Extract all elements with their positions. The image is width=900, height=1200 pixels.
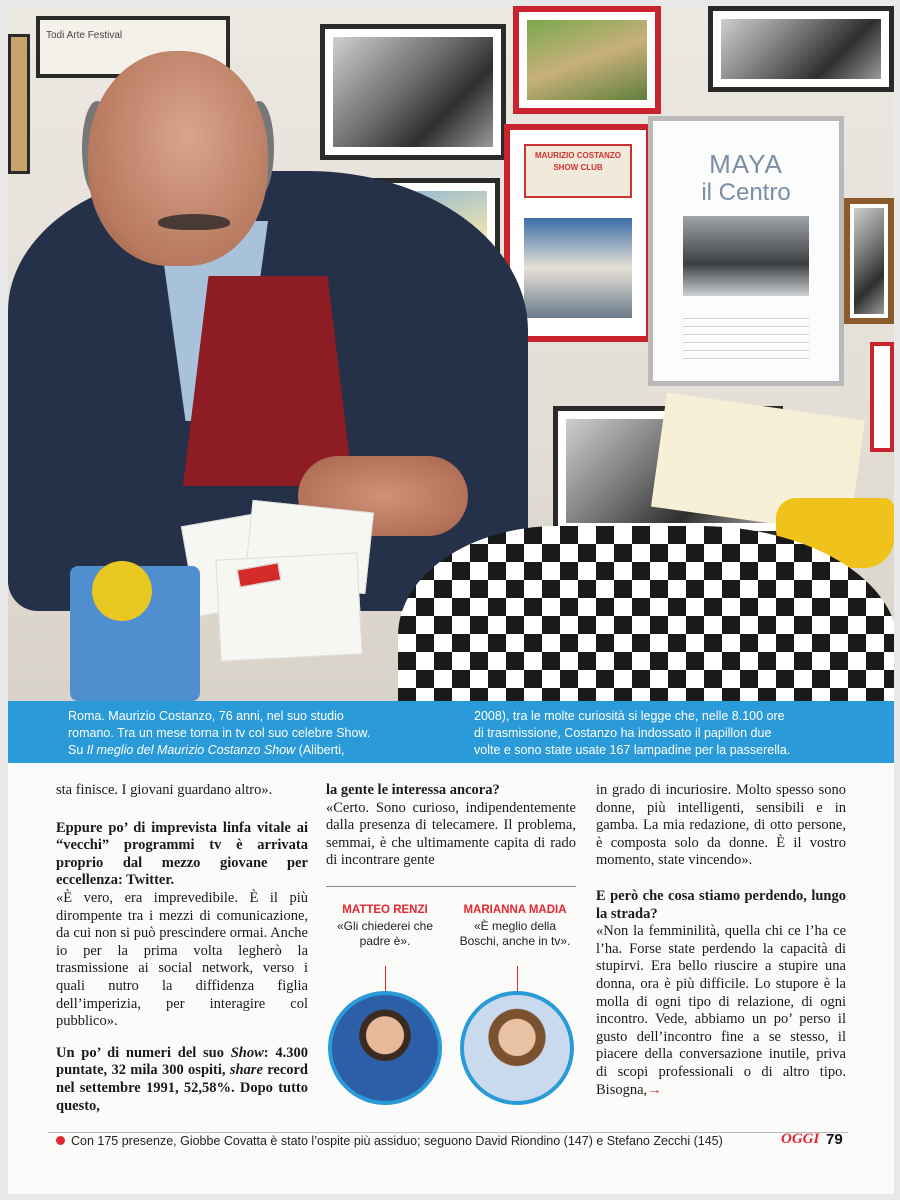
children-photo-frame (513, 6, 661, 114)
show-club-frame (504, 124, 652, 342)
magazine-page (8, 6, 894, 1194)
plaque-text: Todi Arte Festival (46, 30, 123, 41)
interview-question: la gente le interessa ancora? (326, 782, 500, 798)
paragraph: sta finisce. I giovani guardano altro». (56, 782, 273, 798)
bullet-icon (56, 1136, 65, 1145)
wall-frame (870, 342, 894, 452)
mountain-photo (683, 216, 809, 296)
footer-rule (48, 1132, 848, 1133)
quote-madia (456, 904, 574, 949)
yellow-toy (92, 561, 152, 621)
maya-poster-frame (648, 116, 844, 386)
quote-pointer (517, 966, 518, 991)
man-mustache (158, 214, 230, 230)
quote-name: MATTEO RENZI (342, 904, 428, 916)
maya-title: MAYA (709, 149, 783, 179)
paragraph: in grado di incuriosire. Molto spesso sono donne, più intelligenti, sensibili e in gamba. La mia redazione, di otto persone, è composta solo da donne. È il vostro momento, state vincendo». (596, 782, 846, 869)
wall-frame (8, 34, 30, 174)
portrait-madia (460, 991, 574, 1105)
caption-left: Roma. Maurizio Costanzo, 76 anni, nel suo studio romano. Tra un mese torna in tv col suo celebre Show. Su Il meglio del Maurizio Costanzo Show (Aliberti, (68, 709, 371, 757)
paragraph: «È vero, era imprevedibile. È il più dirompente tra i mezzi di comunicazione, da cui non si può prescindere ormai. Anche io per la prima volta legherò la trasmissione ai social network, verso i quali nutro la diffidenza figlia dell’imperizia, per interagire col pubblico». (56, 889, 308, 1030)
quote-name: MARIANNA MADIA (463, 904, 567, 916)
main-photo (8, 6, 894, 701)
footer-note: Con 175 presenze, Giobbe Covatta è stato l’ospite più assiduo; seguono David Riondino (147) e Stefano Zecchi (145) (56, 1134, 723, 1148)
wall-frame (708, 6, 894, 92)
article-column-1 (56, 782, 308, 1115)
show-club-sign: MAURIZIO COSTANZO SHOW CLUB (524, 144, 632, 198)
man-head (88, 51, 268, 266)
quote-text: «È meglio della Boschi, anche in tv». (459, 919, 571, 948)
poster-text-lines (683, 311, 809, 361)
photo-caption (8, 701, 894, 763)
paragraph: «Certo. Sono curioso, indipendentemente dalla presenza di telecamere. Il problema, semmai, è che ultimamente capita di rado di incontrare gente (326, 799, 576, 869)
group-photo-frame (320, 24, 506, 160)
paragraph: «Non la femminilità, quella chi ce l’ha ce l’ha. Forse state perdendo la capacità di stupirvi. Era bello riuscire a stupire una donna, ora è più difficile. Lo stupore è la molla di ogni tipo di relazione, di ogni incontro. Vede, abbiamo un po’ perso il gusto dell’incontro fine a se stesso, il piacere della conversazione inutile, priva di scopi professionali o di altro tipo. Bisogna,→ (596, 923, 846, 1098)
continue-arrow-icon: → (647, 1081, 662, 1098)
maya-subtitle: il Centro (701, 179, 791, 206)
article-column-3 (596, 782, 846, 1099)
wall-frame (844, 198, 894, 324)
article-column-2 (326, 782, 576, 870)
quote-pointer (385, 966, 386, 991)
book-title: Il meglio del Maurizio Costanzo Show (86, 743, 296, 757)
interview-question: Eppure po’ di imprevista linfa vitale ai “vecchi” programmi tv è arrivata proprio dal mezzo giovane per eccellenza: Twitter. (56, 819, 308, 889)
paper-pile (178, 496, 418, 696)
quote-renzi (326, 904, 444, 949)
interview-question: Un po’ di numeri del suo Show: 4.300 puntate, 32 mila 300 ospiti, share record nel settembre 1991, 52,58%. Dopo tutto questo, (56, 1044, 309, 1114)
quote-text: «Gli chiederei che padre è». (336, 919, 434, 948)
divider (326, 886, 576, 887)
caption-right: 2008), tra le molte curiosità si legge che, nelle 8.100 ore di trasmissione, Costanzo ha indossato il papillon due volte e sono state usate 167 lampadine per la passerella. (474, 709, 791, 757)
checkered-pouf (398, 526, 894, 701)
magazine-logo: OGGI (781, 1131, 820, 1147)
interview-question: E però che cosa stiamo perdendo, lungo la strada? (596, 887, 846, 922)
portrait-renzi (328, 991, 442, 1105)
page-number: 79 (826, 1131, 843, 1148)
man-cardigan (183, 276, 353, 486)
